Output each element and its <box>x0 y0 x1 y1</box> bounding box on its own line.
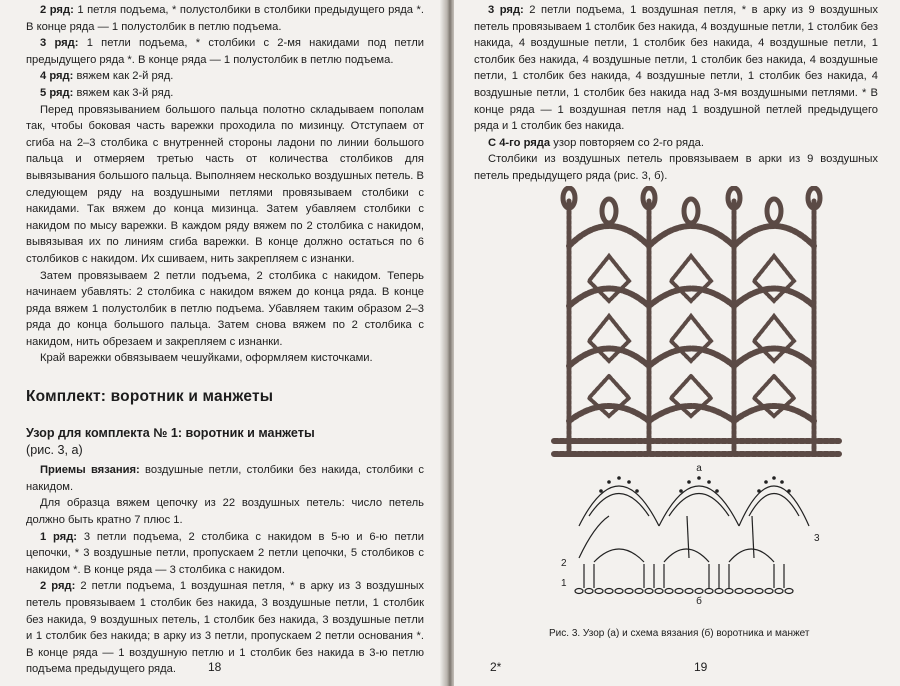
right-text-column <box>474 2 878 185</box>
left-row2b-text: 2 петли подъема, 1 воздушная петля, * в арку из 3 воздушных петель провязываем 1 столбик без накида, 3 воздушные петли, 1 столбик без накида, 9 воздушных петель, 1 столбик без накида, 3 воздушные петли и 1 столбик без накида; в арку из 3 петли, пропускаем 2 петли основания *. В конце ряда — 1 воздушную петлю и 1 столбик без накида в 3-ю петлю подъема предыдущего ряда. <box>26 580 425 676</box>
chain-columns-paragraph: Столбики из воздушных петель провязываем в арки из 9 воздушных петель предыдущего ряда (рис. 3, б). <box>474 153 878 182</box>
chart-row-label-2: 2 <box>561 558 567 569</box>
right-row3-label: 3 ряд: <box>488 4 524 16</box>
edge-paragraph: Край варежки обвязываем чешуйками, оформляем кисточками. <box>40 352 373 365</box>
row3-text: 1 петли подъема, * столбики с 2-мя накидами под петли предыдущего ряда *. В конце ряда — 1 полустолбик в петлю подъема. <box>26 37 424 66</box>
row5-label: 5 ряд: <box>40 86 74 99</box>
chart-row-label-1: 1 <box>561 578 567 589</box>
right-page <box>454 0 900 686</box>
lace-photo-figure <box>549 186 849 606</box>
techniques-label: Приемы вязания: <box>40 464 140 477</box>
thumb-paragraph: Перед провязыванием большого пальца полотно складываем пополам так, чтобы боковая часть варежки проходила по мизинцу. Отступаем от сгиба на 2–3 столбика с внутренней стороны ладони по линии большого пальца и отмеряем третью часть от количества столбиков для вывязывания большого пальца. Выполняем несколько воздушных петель. В следующем ряду на воздушными петлями провязываем столбики с накидами. Так вяжем до конца мизинца. Затем убавляем столбики с накидом по мысу варежки. В каждом ряду вяжем по 2 столбика с накидом, вывязывая их по линиям сгиба варежки. В конце должно остаться по 6 столбиков с накидом. Их сшиваем, нить закрепляем с изнанки. <box>26 103 424 265</box>
sample-paragraph: Для образца вяжем цепочку из 22 воздушных петель: число петель должно быть кратно 7 плюс 1. <box>26 497 424 527</box>
crochet-chart <box>575 476 809 593</box>
left-row2b-label: 2 ряд: <box>40 580 76 593</box>
row2-label: 2 ряд: <box>40 4 74 16</box>
repeat-text: узор повторяем со 2-го ряда. <box>550 136 704 149</box>
row3-label: 3 ряд: <box>40 37 79 50</box>
row4-text: вяжем как 2-й ряд. <box>73 70 174 83</box>
figure-caption: Рис. 3. Узор (а) и схема вязания (б) воротника и манжет <box>549 628 810 639</box>
figure-b-label: б <box>696 596 702 606</box>
right-row3-text: 2 петли подъема, 1 воздушная петля, * в арку из 9 воздушных петель провязываем 1 столбик без накида, 4 воздушные петли, 1 столбик без накида, 4 воздушные петли, 1 столбик без накида, 4 воздушные петли, 1 столбик без накида, 4 воздушные петли, 1 столбик без накида, 4 воздушные петли, 1 столбик без накида, 4 воздушные петли, 1 столбик без накида, 4 воздушные петли, 1 столбик без накида над 3-мя воздушными петлями. * В конце ряда — 1 воздушная петля над 1 воздушной петлей предыдущего ряда и 1 столбик без накида. <box>474 4 878 133</box>
left-text-column <box>26 2 424 678</box>
repeat-label: С 4-го ряда <box>488 136 551 149</box>
left-row1-text: 3 петли подъема, 2 столбика с накидом в 5-ю и 6-ю петли цепочки, * 3 воздушные петли, пропускаем 2 петли цепочки, 5 столбиков с накидом *. В конце ряда — 3 столбика с накидом. <box>26 530 425 576</box>
right-page-number: 19 <box>694 660 708 674</box>
techniques-text: воздушные петли, столбики без накида, столбики с накидом. <box>26 464 424 493</box>
row4-label: 4 ряд: <box>40 70 74 83</box>
signature-mark: 2* <box>490 660 502 674</box>
chart-row-label-3: 3 <box>814 533 820 544</box>
row5-text: вяжем как 3-й ряд. <box>73 86 174 99</box>
pattern-title: Узор для комплекта № 1: воротник и манжеты <box>26 425 315 440</box>
left-page-number: 18 <box>208 660 222 674</box>
left-page <box>0 0 446 686</box>
figure-a-label: а <box>696 463 702 474</box>
left-row1-label: 1 ряд: <box>40 530 78 543</box>
section-title: Комплект: воротник и манжеты <box>26 388 274 406</box>
pattern-figure-ref: (рис. 3, а) <box>26 442 83 457</box>
decrease-paragraph: Затем провязываем 2 петли подъема, 2 столбика с накидом. Теперь начинаем убавлять: 2 столбика с накидом вяжем до конца ряда. В конце ряда вяжем 1 полустолбик в петлю подъема. Убавляем таким образом 2–3 ряда до конца большого пальца. Затем снова вяжем по 2 столбика с накидом, нить обрезаем и закрепляем с изнанки. <box>26 269 424 348</box>
row2-text: 1 петля подъема, * полустолбики в столбики предыдущего ряда *. В конце ряда — 1 полустолбик в петлю подъема. <box>26 4 424 33</box>
